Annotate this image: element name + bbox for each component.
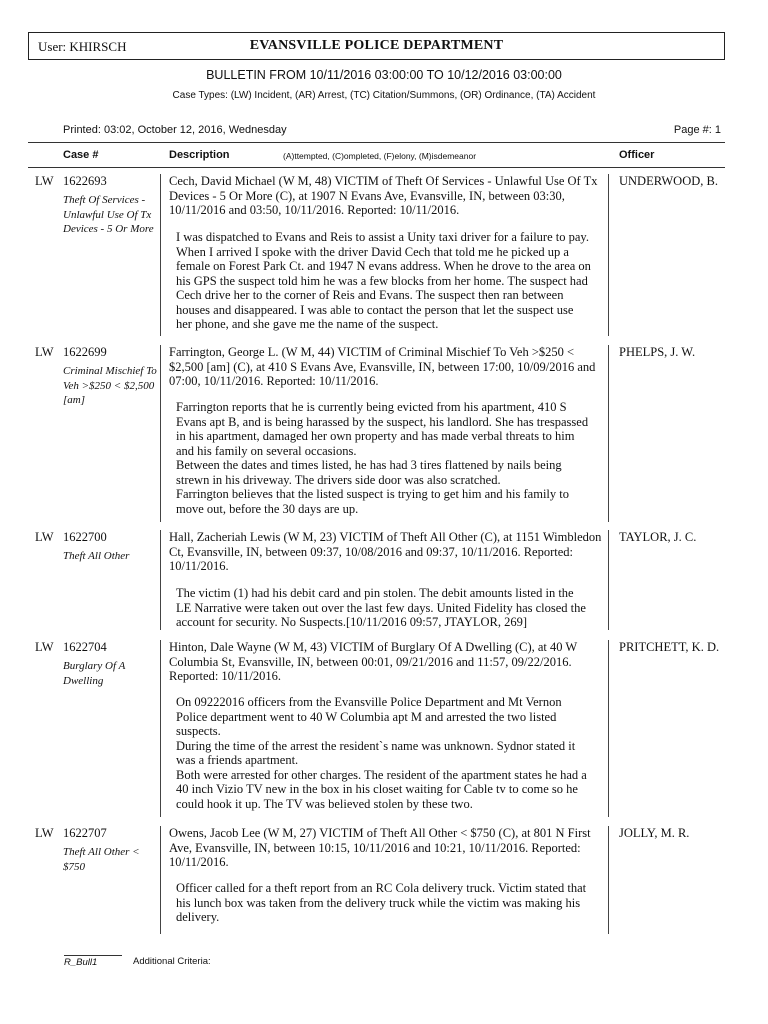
column-header-description-note: (A)ttempted, (C)ompleted, (F)elony, (M)isdemeanor xyxy=(283,151,477,161)
case-number: 1622699 xyxy=(63,345,107,359)
page-number: Page #: 1 xyxy=(673,124,721,136)
case-description: Owens, Jacob Lee (W M, 27) VICTIM of Theft All Other < $750 (C), at 801 N First Ave, Evansville, IN, between 10:15, 10/11/2016 and 10:21, 10/11/2016. Reported: 10/11/2016. xyxy=(169,826,591,869)
report-user: User: KHIRSCH xyxy=(38,39,127,54)
case-narrative: On 09222016 officers from the Evansville Police Department and Mt Vernon Police department went to 40 W Columbia apt M and arrested the two listed suspects. During the time of the arrest the resident`s name was unknown. Sydnor stated it was a friends apartment. Both were arrested for other charges. The resident of the apartment states he had a 40 inch Vizio TV new in the box in his closet waiting for Cable tv to come so he could hook it up. The TV was believed stolen by these two. xyxy=(176,695,587,811)
header-top-rule xyxy=(28,142,725,143)
case-type: LW xyxy=(35,345,54,359)
column-divider xyxy=(608,530,609,630)
case-officer: TAYLOR, J. C. xyxy=(619,530,697,544)
case-type: LW xyxy=(35,530,54,544)
case-offense: Theft All Other < $750 xyxy=(63,846,140,873)
column-header-case: Case # xyxy=(63,149,99,161)
column-divider xyxy=(608,640,609,817)
report-code: R_Bull1 xyxy=(64,957,98,968)
case-narrative: Officer called for a theft report from an RC Cola delivery truck. Victim stated that his lunch box was taken from the delivery truck while the victim was making his delivery. xyxy=(176,881,587,924)
case-officer: PHELPS, J. W. xyxy=(619,345,696,359)
case-number: 1622700 xyxy=(63,530,107,544)
column-divider xyxy=(608,826,609,934)
report-title: EVANSVILLE POLICE DEPARTMENT xyxy=(249,38,504,53)
case-narrative: Farrington reports that he is currently being evicted from his apartment, 410 S Evans apt B, and is being harassed by the suspect, his landlord. She has trespassed in his apartment, damaged her own property and has made verbal threats to him and his family on several occasions. Between the dates and times listed, he has had 3 tires flattened by nails being strewn in his driveway. The drivers side door was also scratched. Farrington believes that the listed suspect is trying to get him and his family to move out, before the 30 days are up. xyxy=(176,400,589,516)
case-narrative: I was dispatched to Evans and Reis to assist a Unity taxi driver for a failure to pay. When I arrived I spoke with the driver David Cech that told me he picked up a female on Forest Park Ct. and 1947 N evans address. When he drove to the area on his GPS the suspect told him he was a few blocks from her home. The suspect had Cech drive her to the corner of Reis and Evans. The suspect then ran between houses and disappeared. I was able to contact the person that let the suspect use her phone, and she gave me the name of the suspect. xyxy=(176,230,591,331)
bulletin-range: BULLETIN FROM 10/11/2016 03:00:00 TO 10/12/2016 03:00:00 xyxy=(206,68,562,82)
column-divider xyxy=(160,640,161,817)
case-officer: PRITCHETT, K. D. xyxy=(619,640,720,654)
case-types-legend: Case Types: (LW) Incident, (AR) Arrest, (TC) Citation/Summons, (OR) Ordinance, (TA) Accident xyxy=(172,90,596,101)
header-bottom-rule xyxy=(28,167,725,168)
column-header-description: Description xyxy=(169,149,230,161)
column-divider xyxy=(160,826,161,934)
case-offense: Theft Of Services - Unlawful Use Of Tx Devices - 5 Or More xyxy=(63,194,154,235)
case-description: Cech, David Michael (W M, 48) VICTIM of Theft Of Services - Unlawful Use Of Tx Devices - 5 Or More (C), at 1907 N Evans Ave, Evansville, IN, between 03:30, 10/11/2016 and 03:50, 10/11/2016. Reported: 10/11/2016. xyxy=(169,174,598,217)
additional-criteria: Additional Criteria: xyxy=(133,956,211,967)
column-divider xyxy=(608,174,609,336)
case-description: Hinton, Dale Wayne (W M, 43) VICTIM of Burglary Of A Dwelling (C), at 40 W Columbia St, Evansville, IN, between 00:01, 09/21/2016 and 11:57, 09/22/2016. Reported: 10/11/2016. xyxy=(169,640,577,683)
column-divider xyxy=(160,530,161,630)
column-divider xyxy=(160,174,161,336)
case-type: LW xyxy=(35,174,54,188)
case-description: Farrington, George L. (W M, 44) VICTIM of Criminal Mischief To Veh >$250 < $2,500 [am] (C), at 410 S Evans Ave, Evansville, IN, between 17:00, 10/09/2016 and 07:00, 10/11/2016. Reported: 10/11/2016. xyxy=(169,345,596,388)
case-number: 1622693 xyxy=(63,174,107,188)
case-officer: JOLLY, M. R. xyxy=(619,826,690,840)
case-offense: Burglary Of A Dwelling xyxy=(63,660,126,687)
case-number: 1622707 xyxy=(63,826,107,840)
case-offense: Theft All Other xyxy=(63,550,130,562)
printed-timestamp: Printed: 03:02, October 12, 2016, Wednesday xyxy=(63,124,287,136)
case-officer: UNDERWOOD, B. xyxy=(619,174,718,188)
case-type: LW xyxy=(35,640,54,654)
case-type: LW xyxy=(35,826,54,840)
column-divider xyxy=(608,345,609,522)
case-offense: Criminal Mischief To Veh >$250 < $2,500 [am] xyxy=(63,365,157,406)
case-description: Hall, Zacheriah Lewis (W M, 23) VICTIM of Theft All Other (C), at 1151 Wimbledon Ct, Evansville, IN, between 09:37, 10/08/2016 and 09:37, 10/11/2016. Reported: 10/11/2016. xyxy=(169,530,602,573)
case-number: 1622704 xyxy=(63,640,107,654)
report-header xyxy=(28,32,725,60)
column-divider xyxy=(160,345,161,522)
case-narrative: The victim (1) had his debit card and pin stolen. The debit amounts listed in the LE Narrative were taken out over the last few days. United Fidelity has closed the account for security. No Suspects.[10/11/2016 09:57, JTAYLOR, 269] xyxy=(176,586,586,629)
footer-rule xyxy=(64,955,122,956)
column-header-officer: Officer xyxy=(619,149,655,161)
